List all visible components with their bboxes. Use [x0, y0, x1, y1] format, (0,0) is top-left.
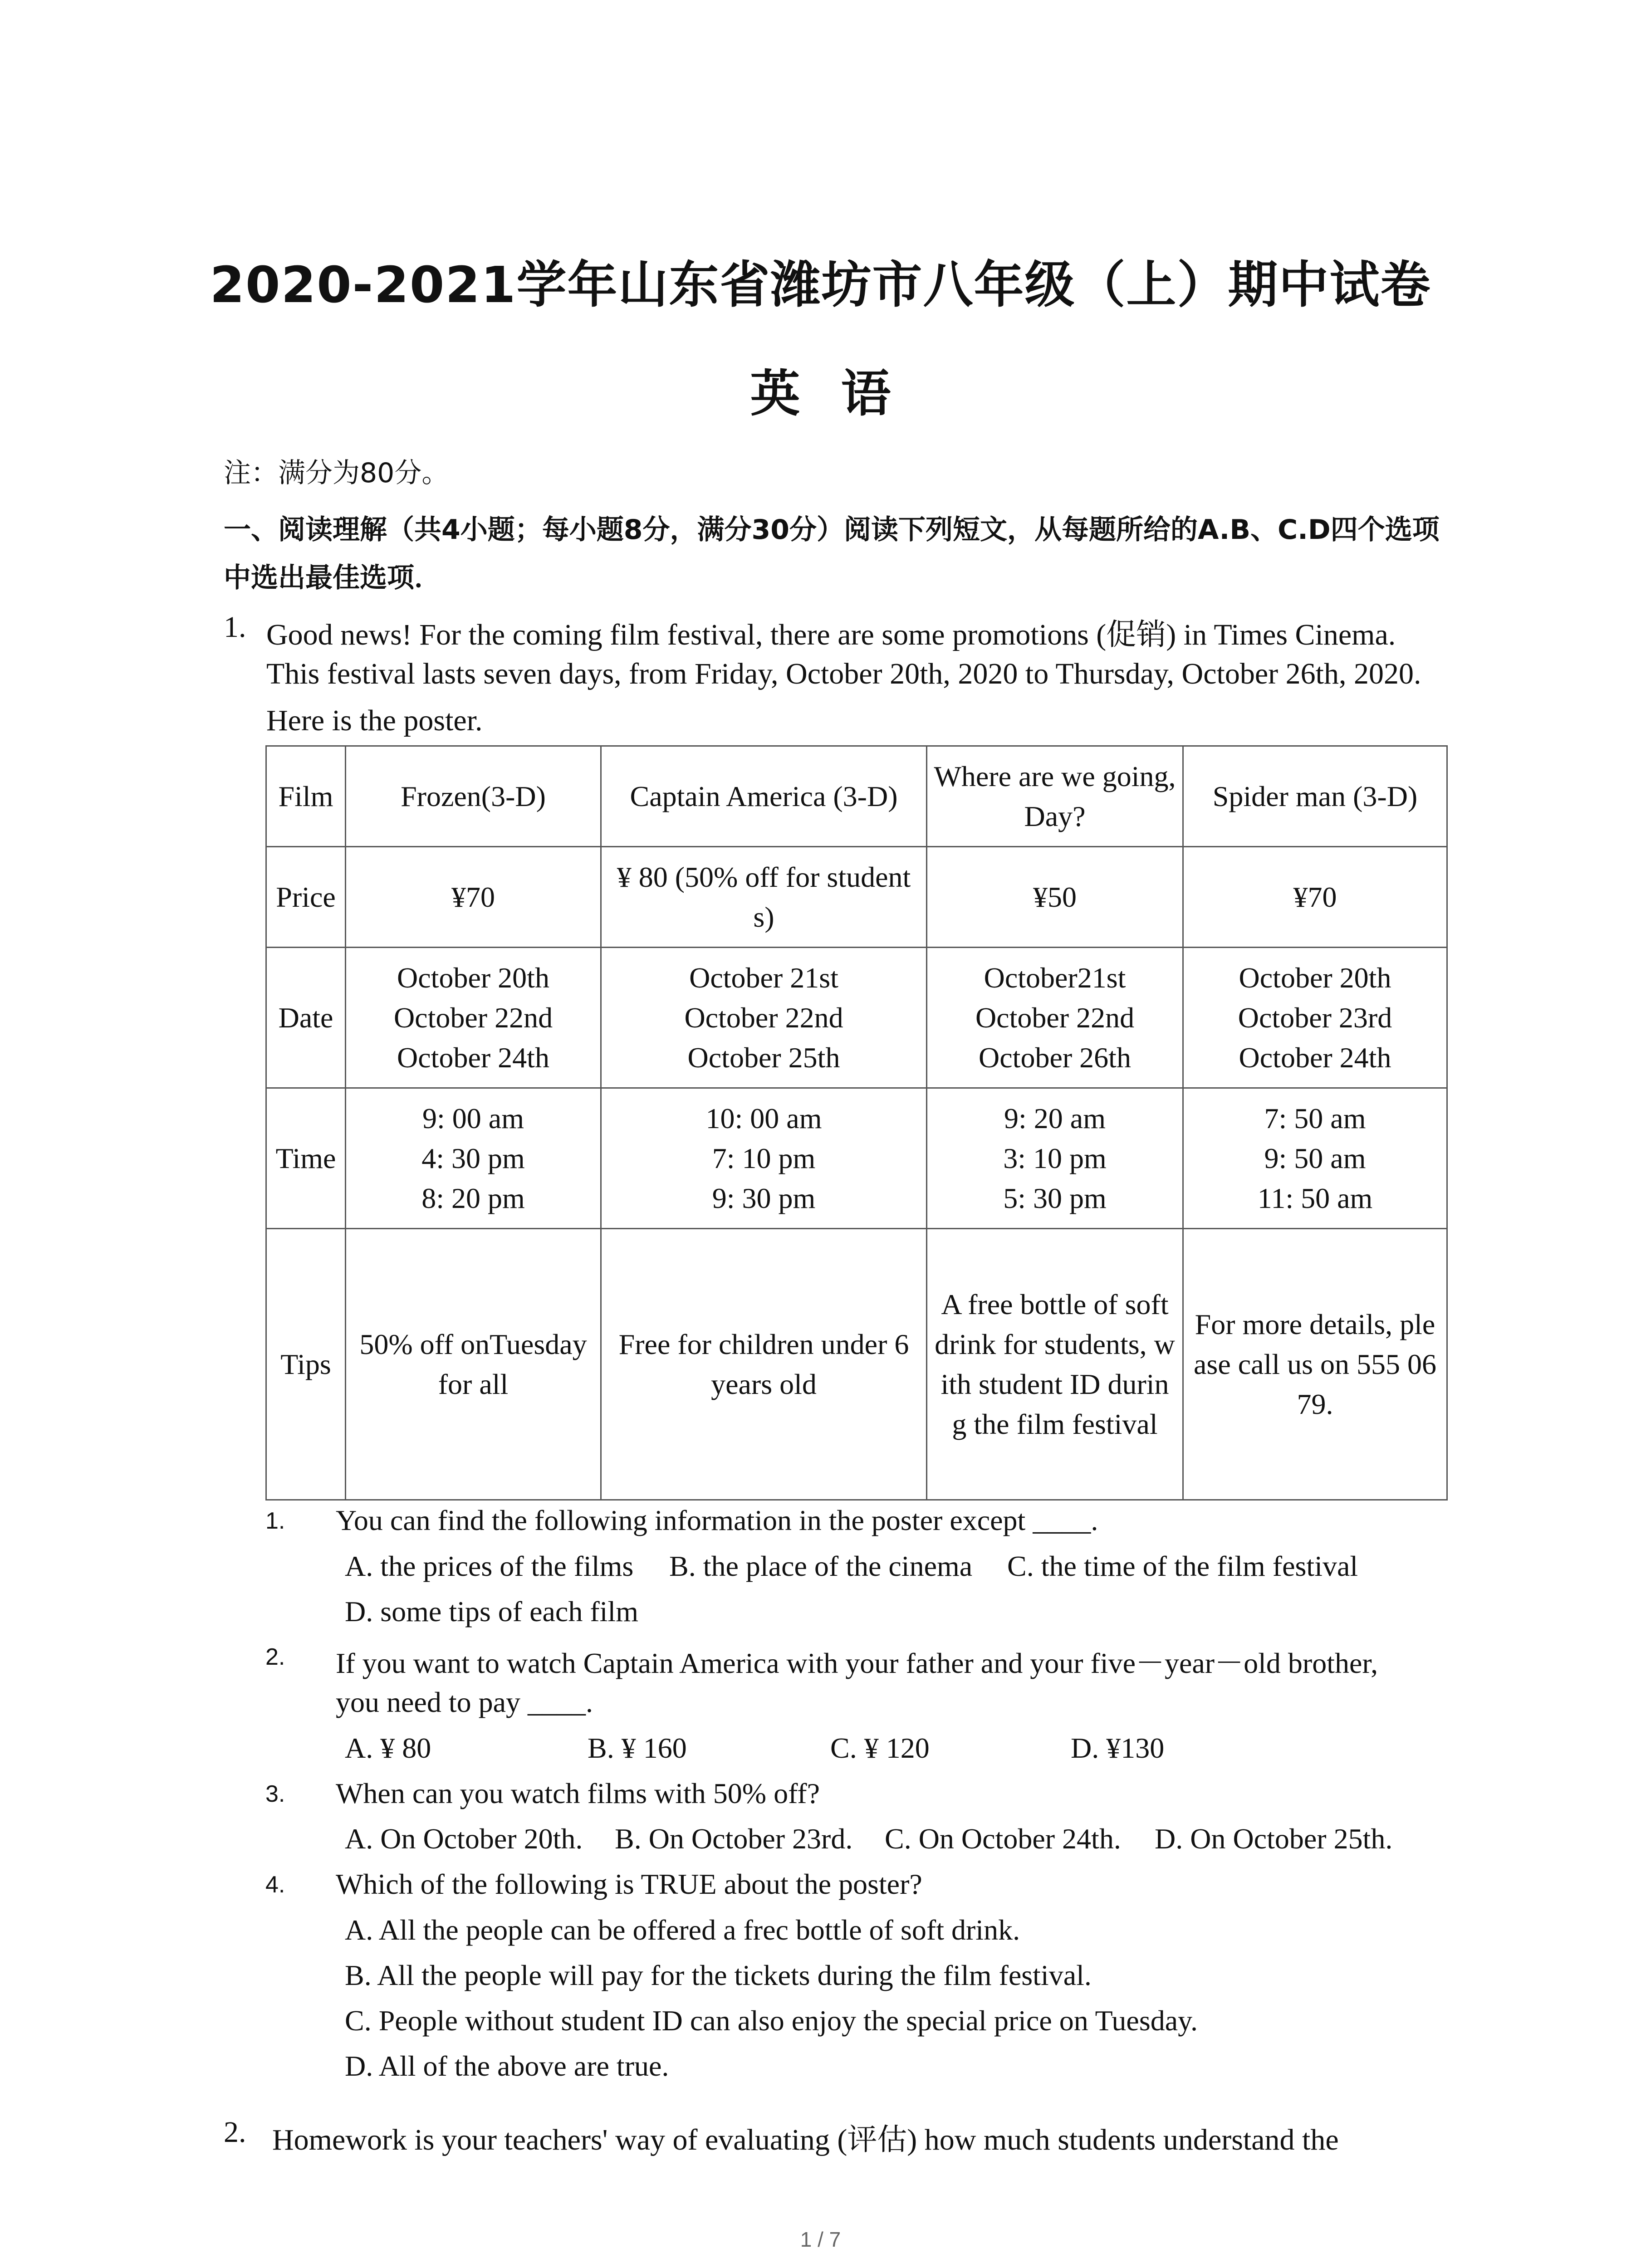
question-number: 1.: [265, 1508, 285, 1534]
film-price: ¥50: [927, 847, 1183, 948]
time-item: 7: 50 am: [1264, 1102, 1366, 1134]
passage-number: 1.: [224, 611, 246, 644]
film-name: Captain America (3-D): [601, 746, 927, 847]
time-item: 4: 30 pm: [421, 1142, 525, 1174]
table-row: [266, 847, 1447, 948]
film-times: [346, 1088, 601, 1229]
table-row: [266, 948, 1447, 1088]
film-times: [1183, 1088, 1447, 1229]
question-number: 2.: [265, 1644, 285, 1670]
film-tips: 50% off onTuesday for all: [346, 1229, 601, 1500]
answer-option: A. On October 20th.: [345, 1823, 583, 1855]
film-tips: For more details, please call us on 555 0679.: [1183, 1229, 1447, 1500]
film-dates: [927, 948, 1183, 1088]
question-number: 4.: [265, 1872, 285, 1898]
page-number: 1 / 7: [800, 2228, 841, 2251]
date-item: October 23rd: [1238, 1001, 1392, 1034]
film-tips: A free bottle of soft drink for students, with student ID during the film festival: [927, 1229, 1183, 1500]
answer-option: A. ¥ 80: [345, 1732, 431, 1764]
film-poster-table: [265, 745, 1448, 1501]
film-times: [601, 1088, 927, 1229]
answer-option: C. People without student ID can also enjoy the special price on Tuesday.: [345, 2004, 1198, 2037]
table-row: [266, 1229, 1447, 1500]
film-name: Frozen(3-D): [346, 746, 601, 847]
answer-option: C. the time of the film festival: [1007, 1550, 1358, 1582]
film-dates: [1183, 948, 1447, 1088]
question-stem: You can find the following information in the poster except ____.: [336, 1504, 1098, 1536]
question-stem: When can you watch films with 50% off?: [336, 1777, 820, 1809]
answer-option: D. All of the above are true.: [345, 2050, 669, 2082]
passage-line: This festival lasts seven days, from Friday, October 20th, 2020 to Thursday, October 26th, 2020.: [266, 657, 1421, 690]
question-stem: If you want to watch Captain America with your father and your five－year－old brother,: [336, 1647, 1378, 1679]
time-item: 9: 50 am: [1264, 1142, 1366, 1174]
film-name: Spider man (3-D): [1183, 746, 1447, 847]
time-item: 9: 20 am: [1004, 1102, 1106, 1134]
question-stem: Which of the following is TRUE about the poster?: [336, 1868, 922, 1900]
time-item: 9: 30 pm: [712, 1182, 816, 1214]
answer-option: C. On October 24th.: [885, 1823, 1121, 1855]
film-dates: [601, 948, 927, 1088]
answer-option: B. the place of the cinema: [669, 1550, 973, 1582]
answer-option: A. the prices of the films: [345, 1550, 634, 1582]
film-tips: Free for children under 6 years old: [601, 1229, 927, 1500]
date-item: October 26th: [979, 1041, 1131, 1074]
date-item: October 20th: [1239, 961, 1391, 994]
passage-number: 2.: [224, 2116, 246, 2149]
time-item: 7: 10 pm: [712, 1142, 816, 1174]
row-header: Tips: [266, 1229, 346, 1500]
time-item: 5: 30 pm: [1003, 1182, 1107, 1214]
table-row: [266, 1088, 1447, 1229]
time-item: 3: 10 pm: [1003, 1142, 1107, 1174]
section-heading: 一、阅读理解（共4小题；每小题8分，满分30分）阅读下列短文，从每题所给的A.B、C.D四个选项中选出最佳选项．: [224, 514, 1440, 594]
film-name: Where are we going, Day?: [927, 746, 1183, 847]
answer-option: D. some tips of each film: [345, 1595, 638, 1628]
film-times: [927, 1088, 1183, 1229]
answer-option: B. ¥ 160: [588, 1732, 687, 1764]
passage-line: Homework is your teachers' way of evaluating (评估) how much students understand the: [272, 2123, 1339, 2156]
film-price: ¥70: [346, 847, 601, 948]
date-item: October 22nd: [393, 1001, 553, 1034]
film-price: ¥70: [1183, 847, 1447, 948]
passage-line: Here is the poster.: [266, 704, 483, 737]
time-item: 9: 00 am: [422, 1102, 524, 1134]
table-row: [266, 746, 1447, 847]
date-item: October 22nd: [975, 1001, 1135, 1034]
time-item: 10: 00 am: [705, 1102, 822, 1134]
passage-line: Good news! For the coming film festival, there are some promotions (促销) in Times Cinema.: [266, 618, 1396, 651]
answer-option: C. ¥ 120: [830, 1732, 930, 1764]
date-item: October 24th: [397, 1041, 549, 1074]
exam-subject: 英语: [750, 365, 932, 423]
answer-option: B. On October 23rd.: [615, 1823, 853, 1855]
answer-option: D. ¥130: [1071, 1732, 1165, 1764]
row-header: Time: [266, 1088, 346, 1229]
row-header: Price: [266, 847, 346, 948]
date-item: October 20th: [397, 961, 549, 994]
date-item: October 24th: [1239, 1041, 1391, 1074]
time-item: 11: 50 am: [1257, 1182, 1373, 1214]
film-dates: [346, 948, 601, 1088]
answer-option: B. All the people will pay for the tickets during the film festival.: [345, 1959, 1092, 1991]
date-item: October 22nd: [684, 1001, 843, 1034]
answer-option: D. On October 25th.: [1155, 1823, 1393, 1855]
row-header: Film: [266, 746, 346, 847]
date-item: October 25th: [687, 1041, 840, 1074]
question-stem: you need to pay ____.: [336, 1686, 593, 1718]
time-item: 8: 20 pm: [421, 1182, 525, 1214]
exam-title: 2020-2021学年山东省潍坊市八年级（上）期中试卷: [210, 256, 1431, 314]
date-item: October21st: [984, 961, 1126, 994]
question-number: 3.: [265, 1781, 285, 1807]
score-note: 注：满分为80分。: [224, 457, 449, 489]
film-price: ¥ 80 (50% off for students): [601, 847, 927, 948]
answer-option: A. All the people can be offered a frec bottle of soft drink.: [345, 1914, 1020, 1946]
row-header: Date: [266, 948, 346, 1088]
date-item: October 21st: [689, 961, 838, 994]
